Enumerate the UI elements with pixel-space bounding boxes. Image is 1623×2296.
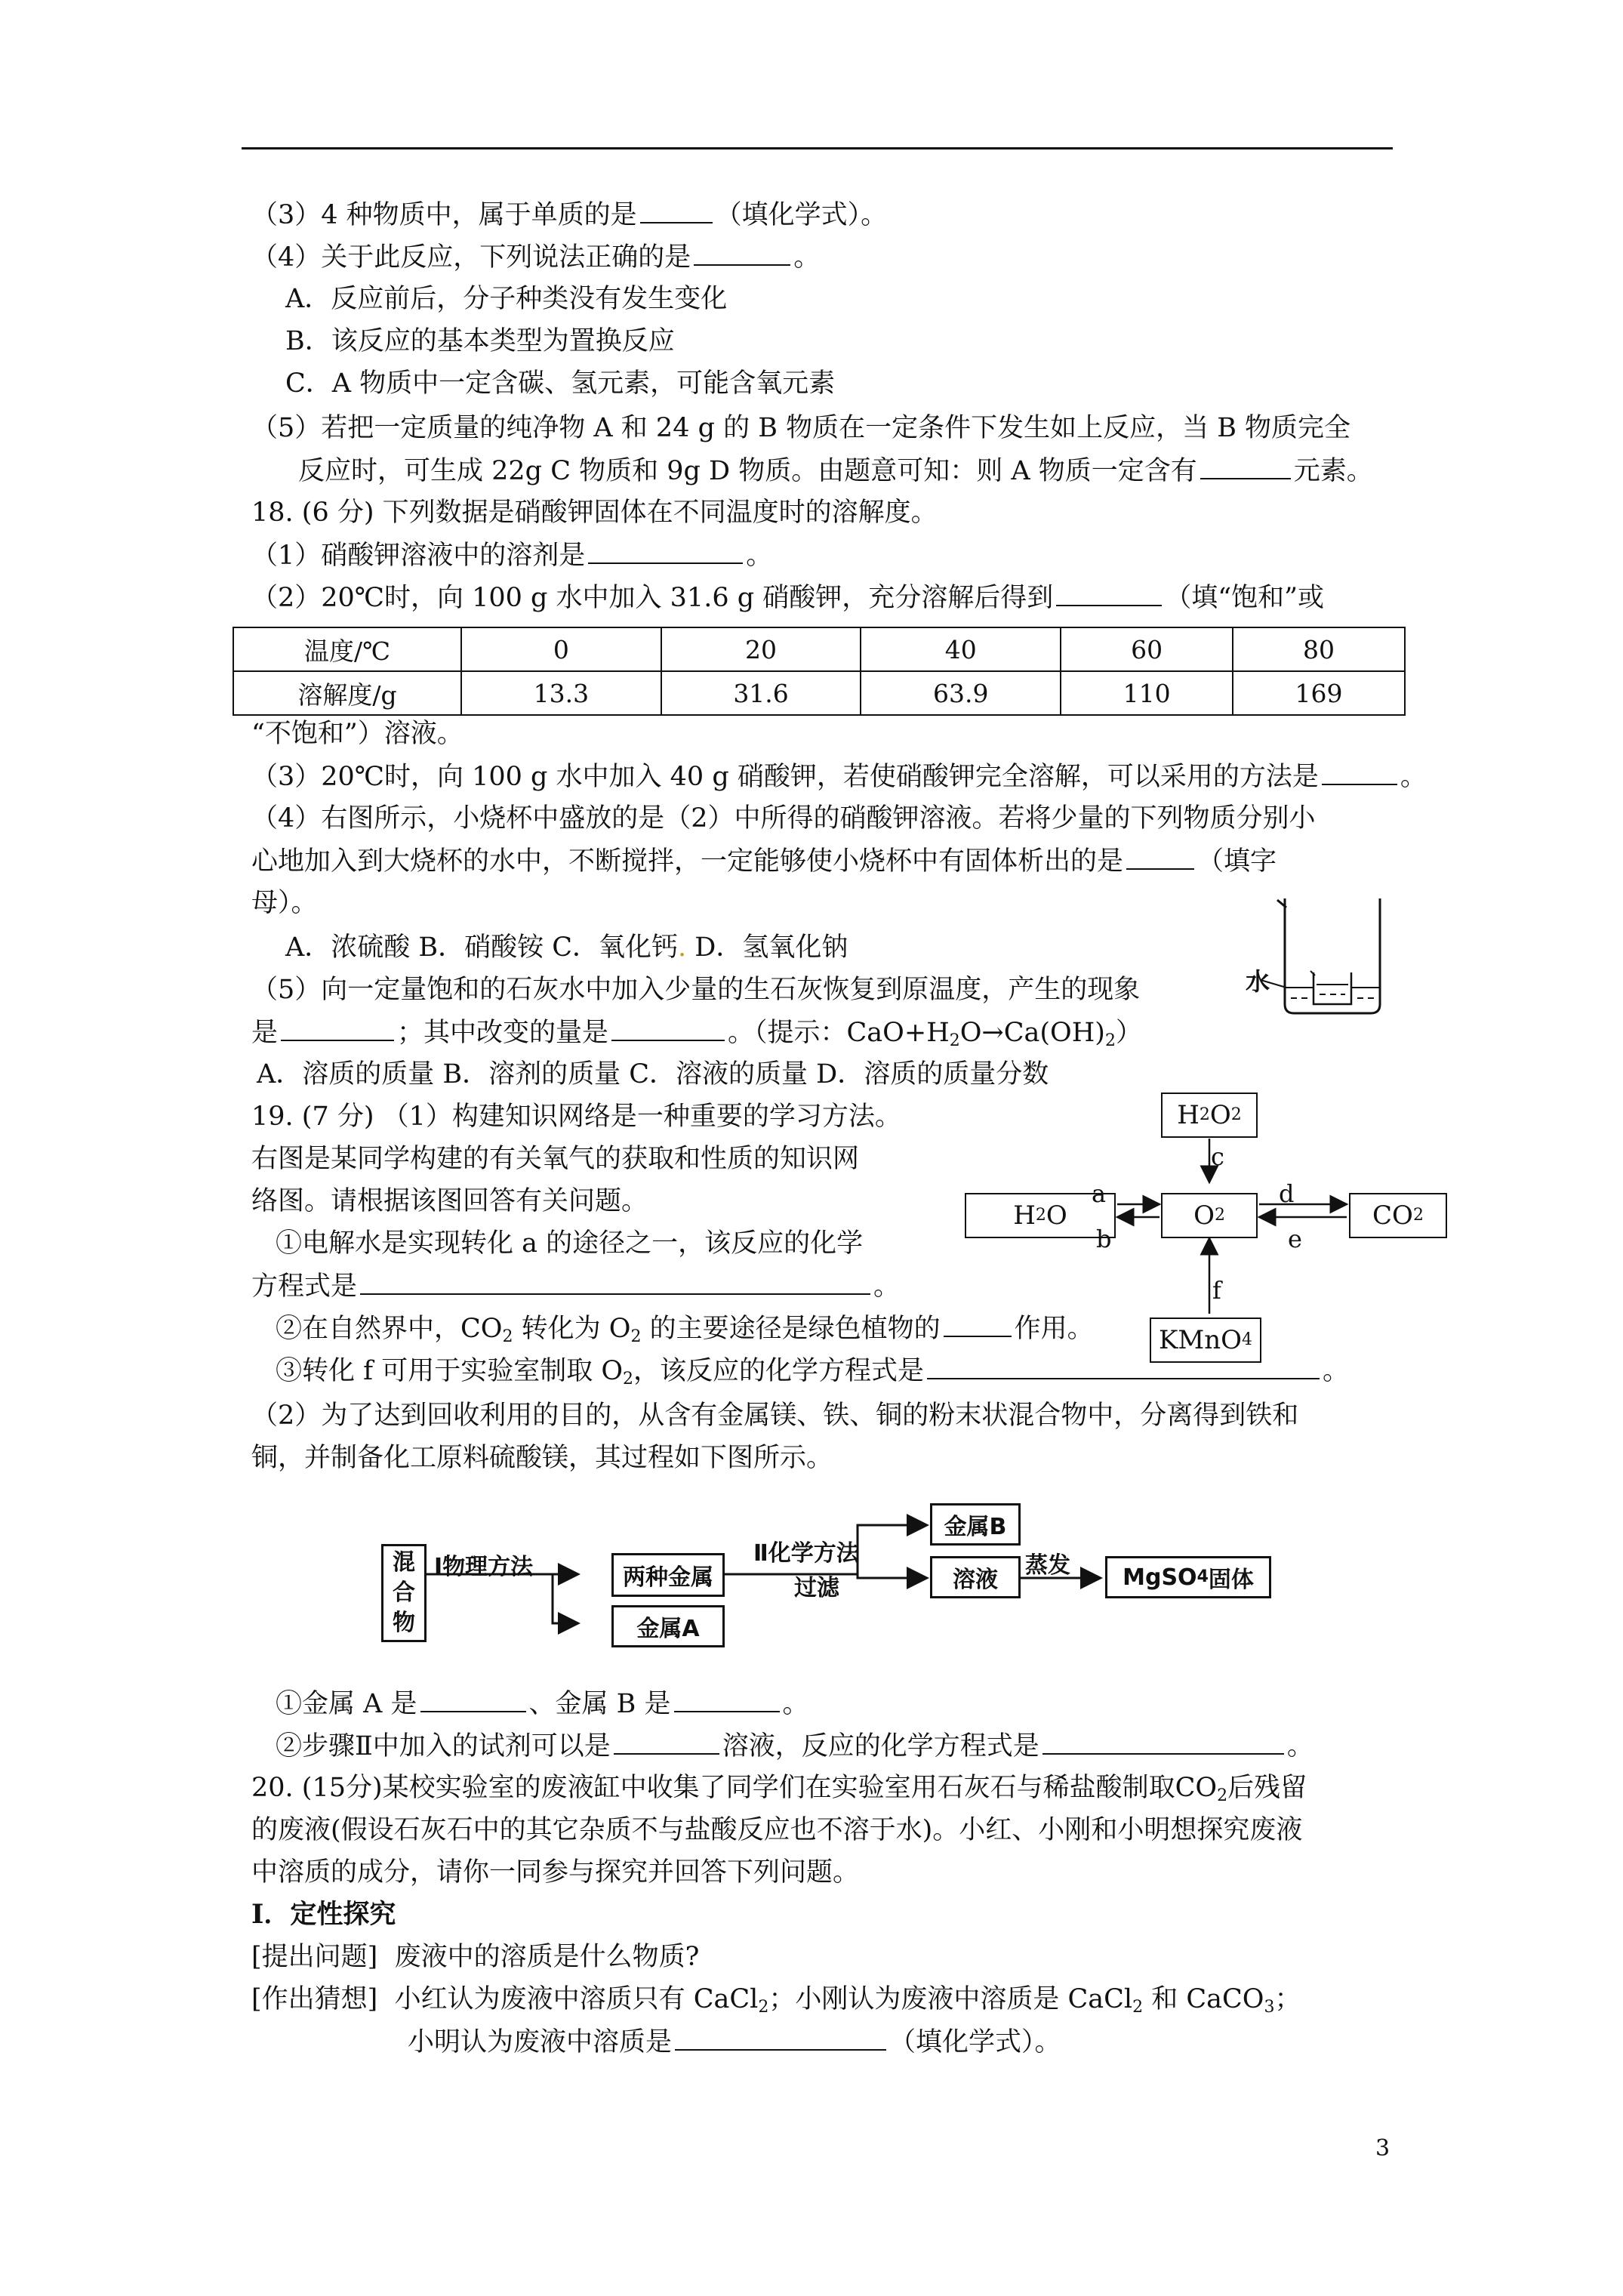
table-header-cell: 溶解度/g	[233, 671, 461, 715]
question-18-4-options: A．浓硫酸 B．硝酸铵 C．氧化钙. D．氢氧化钠	[285, 932, 848, 963]
node-metal-b: 金属B	[930, 1503, 1021, 1546]
label-a: a	[1092, 1179, 1107, 1208]
table-cell: 80	[1233, 627, 1405, 671]
label-step1: Ⅰ物理方法	[434, 1554, 534, 1580]
question-18-3: （3）20℃时，向 100 g 水中加入 40 g 硝酸钾，若使硝酸钾完全溶解，可以采用的方法是 。	[251, 760, 1427, 794]
table-cell: 169	[1233, 671, 1405, 715]
question-18-2: （2）20℃时，向 100 g 水中加入 31.6 g 硝酸钾，充分溶解后得到 （填“饱和”或	[251, 581, 1324, 615]
node-co2: CO 2	[1349, 1193, 1447, 1238]
section-heading-qualitative: Ⅰ．定性探究	[251, 1899, 396, 1930]
table-cell: 40	[861, 627, 1061, 671]
table-row	[233, 627, 1405, 671]
label-evaporate: 蒸发	[1025, 1552, 1070, 1579]
solubility-table	[233, 627, 1406, 716]
question-18-2-cont: “不饱和”）溶液。	[251, 719, 463, 749]
question-19-line3: 络图。请根据该图回答有关问题。	[251, 1186, 648, 1216]
table-cell: 31.6	[661, 671, 861, 715]
question-19-part2-1: ①金属 A 是 、金属 B 是 。	[276, 1687, 809, 1721]
question-20-guess: [作出猜想] 小红认为废液中溶质只有 CaCl$_2$；小刚认为废液中溶质是 CaCl$_2$ 和 CaCO$_3$；	[251, 1984, 1301, 2017]
question-19-part2-line1: （2）为了达到回收利用的目的，从含有金属镁、铁、铜的粉末状混合物中，分离得到铁和	[251, 1401, 1299, 1431]
table-cell: 13.3	[461, 671, 661, 715]
node-mixture: 混 合 物	[381, 1544, 427, 1642]
question-4: （4）关于此反应，下列说法正确的是 。	[251, 240, 820, 274]
table-cell: 60	[1061, 627, 1233, 671]
question-18-1: （1）硝酸钾溶液中的溶剂是 。	[251, 538, 772, 572]
question-20-line3: 中溶质的成分，请你一同参与探究并回答下列问题。	[251, 1857, 860, 1888]
table-cell: 20	[661, 627, 861, 671]
question-5-line2: 反应时，可生成 22g C 物质和 9g D 物质。由题意可知：则 A 物质一定含有 元素。	[298, 454, 1373, 488]
option-4b: B．该反应的基本类型为置换反应	[285, 326, 675, 356]
node-two-metals: 两种金属	[611, 1553, 725, 1597]
node-o2: O 2	[1161, 1193, 1258, 1238]
node-mgso4: MgSO 4 固体	[1105, 1556, 1271, 1598]
question-20-ask: [提出问题] 废液中的溶质是什么物质?	[251, 1942, 700, 1972]
label-b: b	[1096, 1225, 1112, 1253]
label-c: c	[1211, 1142, 1224, 1171]
table-cell: 0	[461, 627, 661, 671]
label-f: f	[1212, 1276, 1221, 1305]
node-solution: 溶液	[930, 1556, 1021, 1598]
question-19-part2-line2: 铜，并制备化工原料硫酸镁，其过程如下图所示。	[251, 1443, 833, 1473]
question-19-2: ②在自然界中，$CO_2$ 转化为 $O_2$ 的主要途径是绿色植物的 作用。	[276, 1311, 1094, 1345]
question-18-5-options: A．溶质的质量 B．溶剂的质量 C．溶液的质量 D．溶质的质量分数	[257, 1059, 1049, 1089]
header-rule	[242, 147, 1393, 149]
option-4a: A．反应前后，分子种类没有发生变化	[285, 284, 728, 314]
question-20-line1: 20. (15分)某校实验室的废液缸中收集了同学们在实验室用石灰石与稀盐酸制取$CO_2$后残留	[251, 1773, 1307, 1805]
question-3: （3）4 种物质中，属于单质的是 （填化学式）。	[251, 198, 887, 232]
node-h2o2: H 2 O 2	[1161, 1093, 1258, 1138]
question-18-5-line1: （5）向一定量饱和的石灰水中加入少量的生石灰恢复到原温度，产生的现象	[251, 975, 1141, 1005]
node-h2o: H 2 O	[965, 1193, 1116, 1238]
table-row	[233, 671, 1405, 715]
question-18-4-line2: 心地加入到大烧杯的水中，不断搅拌，一定能够使小烧杯中有固体析出的是 （填字	[251, 844, 1277, 878]
question-19-1: ①电解水是实现转化 a 的途径之一，该反应的化学	[276, 1228, 864, 1259]
label-step2: Ⅱ化学方法	[753, 1540, 859, 1567]
table-header-cell: 温度/℃	[233, 627, 461, 671]
node-metal-a: 金属A	[611, 1605, 725, 1647]
question-19-part2-2: ②步骤Ⅱ中加入的试剂可以是 溶液，反应的化学方程式是 。	[276, 1729, 1313, 1763]
question-18: 18. (6 分) 下列数据是硝酸钾固体在不同温度时的溶解度。	[251, 498, 938, 528]
label-filter: 过滤	[794, 1575, 839, 1601]
question-18-5-line2: 是 ；其中改变的量是 。（提示：$CaO+H_2O\to Ca(OH)_2$）	[251, 1015, 1142, 1049]
option-4c: C．A 物质中一定含碳、氢元素，可能含氧元素	[285, 368, 836, 399]
label-d: d	[1279, 1179, 1295, 1208]
question-20-line2: 的废液(假设石灰石中的其它杂质不与盐酸反应也不溶于水)。小红、小刚和小明想探究废液	[251, 1815, 1303, 1845]
question-20-guess-line2: 小明认为废液中溶质是 （填化学式）。	[408, 2025, 1061, 2059]
question-19-1-line2: 方程式是 。	[251, 1269, 900, 1303]
node-kmno4: KMnO 4	[1150, 1318, 1261, 1363]
question-19: 19. (7 分) （1）构建知识网络是一种重要的学习方法。	[251, 1102, 901, 1132]
question-5-line1: （5）若把一定质量的纯净物 A 和 24 g 的 B 物质在一定条件下发生如上反应，当 B 物质完全	[251, 413, 1351, 443]
table-cell: 63.9	[861, 671, 1061, 715]
label-e: e	[1288, 1225, 1302, 1253]
question-19-3: ③转化 f 可用于实验室制取 $O_2$，该反应的化学方程式是 。	[276, 1354, 1349, 1388]
beaker-water-label: 水	[1246, 967, 1270, 996]
beaker-figure	[1238, 891, 1404, 1019]
question-18-4-line3: 母）。	[251, 888, 318, 918]
table-cell: 110	[1061, 671, 1233, 715]
page-number: 3	[1375, 2135, 1390, 2162]
question-18-4-line1: （4）右图所示，小烧杯中盛放的是（2）中所得的硝酸钾溶液。若将少量的下列物质分别小	[251, 803, 1316, 834]
question-19-line2: 右图是某同学构建的有关氧气的获取和性质的知识网	[251, 1144, 860, 1174]
